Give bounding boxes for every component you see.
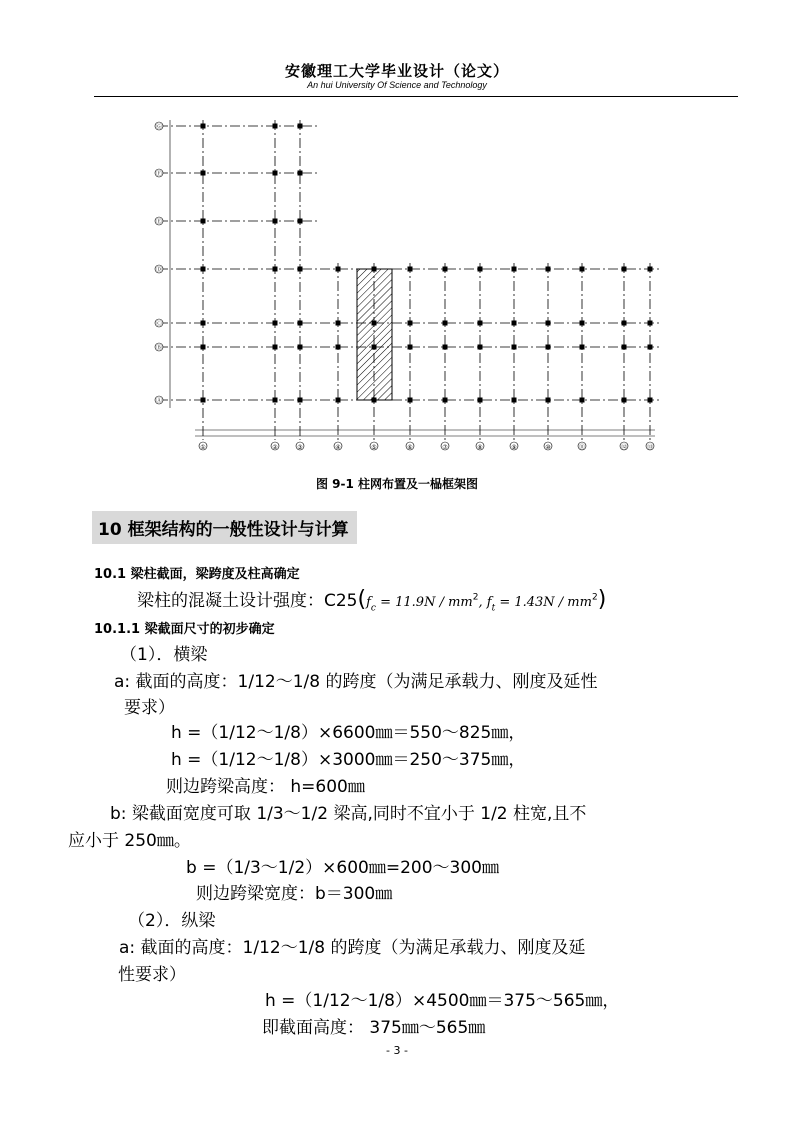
axis-label-x: ⑨ — [511, 444, 517, 451]
columns — [201, 124, 653, 403]
header-title: 安徽理工大学毕业设计（论文） — [284, 62, 509, 80]
column — [273, 345, 278, 350]
column — [546, 321, 551, 326]
fc-sub: c — [370, 603, 376, 614]
column — [273, 267, 278, 272]
column — [372, 345, 377, 350]
column — [622, 267, 627, 272]
column — [201, 171, 206, 176]
column — [512, 267, 517, 272]
column — [372, 321, 377, 326]
column — [580, 321, 585, 326]
column — [273, 398, 278, 403]
page-number: - 3 - — [386, 1044, 408, 1057]
column — [298, 219, 303, 224]
column — [478, 321, 483, 326]
highlighted-frame-hatch — [357, 269, 392, 400]
column — [622, 321, 627, 326]
column — [298, 345, 303, 350]
text-line: b: 梁截面宽度可取 1/3～1/2 梁高,同时不宜小于 1/2 柱宽,且不 — [110, 804, 587, 824]
column — [408, 398, 413, 403]
axis-label-x: ⑩ — [545, 444, 551, 451]
column — [648, 345, 653, 350]
axis-label-x: ⑪ — [578, 444, 586, 451]
column — [298, 398, 303, 403]
column — [648, 267, 653, 272]
axis-label-y: Ⓔ — [155, 218, 163, 226]
header-rule — [94, 96, 738, 97]
column — [298, 267, 303, 272]
column — [580, 345, 585, 350]
axis-label-x: ⑥ — [407, 444, 413, 451]
concrete-strength-line: 梁柱的混凝土设计强度：$C25(f_c = 11.9N / mm^2$, $f_t = 1.43N / mm^2$) — [137, 587, 607, 614]
column — [443, 267, 448, 272]
column — [512, 345, 517, 350]
ft-symbol: f — [486, 595, 492, 610]
column — [546, 345, 551, 350]
text-line: 应小于 250㎜。 — [68, 831, 191, 851]
text-line: 则边跨梁宽度：b＝300㎜ — [196, 884, 393, 904]
axis-label-y: Ⓖ — [155, 123, 163, 131]
text-line: h =（1/12～1/8）×3000㎜＝250～375㎜， — [171, 750, 526, 770]
column — [336, 398, 341, 403]
column — [273, 219, 278, 224]
axis-label-x: ⑦ — [442, 444, 448, 451]
text-line: 即截面高度： 375㎜～565㎜ — [262, 1018, 486, 1038]
axis-label-x: ② — [272, 444, 278, 451]
column — [478, 398, 483, 403]
axis-label-x: ⑫ — [620, 444, 628, 451]
text-line: 性要求） — [118, 965, 186, 985]
column — [512, 321, 517, 326]
column — [298, 124, 303, 129]
column — [336, 345, 341, 350]
column — [478, 267, 483, 272]
subsection-10-1: 10.1 梁柱截面，梁跨度及柱高确定 — [94, 567, 300, 582]
axis-label-x: ③ — [297, 444, 303, 451]
column — [443, 398, 448, 403]
column — [648, 321, 653, 326]
column — [298, 171, 303, 176]
column — [546, 267, 551, 272]
column — [372, 267, 377, 272]
column — [201, 321, 206, 326]
column — [336, 267, 341, 272]
text-line: h =（1/12～1/8）×4500㎜＝375～565㎜， — [265, 991, 620, 1011]
section-title: 10 框架结构的一般性设计与计算 — [92, 511, 357, 544]
concrete-prefix: 梁柱的混凝土设计强度：C25 — [137, 591, 358, 611]
column — [201, 267, 206, 272]
axis-label-y: Ⓓ — [155, 266, 163, 274]
column-grid-plan — [150, 118, 670, 458]
column — [298, 321, 303, 326]
column — [622, 345, 627, 350]
text-line: b =（1/3～1/2）×600㎜=200～300㎜ — [186, 858, 499, 878]
column — [580, 398, 585, 403]
axis-label-y: Ⓒ — [155, 320, 163, 328]
axis-label-x: ① — [200, 444, 206, 451]
column — [408, 321, 413, 326]
column — [273, 321, 278, 326]
axis-label-x: ⑧ — [477, 444, 483, 451]
figure-caption: 图 9-1 柱网布置及一榀框架图 — [315, 477, 479, 491]
column — [273, 171, 278, 176]
column — [622, 398, 627, 403]
axis-label-x: ⑬ — [646, 444, 654, 451]
column — [443, 321, 448, 326]
subsection-10-1-1: 10.1.1 梁截面尺寸的初步确定 — [94, 622, 275, 637]
axis-label-x: ⑤ — [371, 444, 377, 451]
column — [201, 124, 206, 129]
fc-value: = 11.9N / mm — [375, 595, 473, 610]
column — [478, 345, 483, 350]
column — [546, 398, 551, 403]
column — [273, 124, 278, 129]
axis-label-x: ④ — [335, 444, 341, 451]
text-line: a: 截面的高度：1/12～1/8 的跨度（为满足承载力、刚度及延 — [119, 938, 586, 958]
column — [201, 345, 206, 350]
ft-sub: t — [491, 603, 496, 614]
text-line: （2）．纵梁 — [128, 911, 216, 931]
axis-label-y: Ⓑ — [155, 344, 163, 352]
column — [372, 398, 377, 403]
text-line: 则边跨梁高度： h=600㎜ — [166, 777, 365, 797]
axis-labels — [155, 122, 654, 451]
text-line: a: 截面的高度：1/12～1/8 的跨度（为满足承载力、刚度及延性 — [114, 672, 598, 692]
column — [580, 267, 585, 272]
column — [336, 321, 341, 326]
column — [201, 219, 206, 224]
text-line: 要求） — [124, 698, 175, 718]
fc-symbol: f — [366, 595, 371, 610]
grid-lines — [155, 120, 662, 440]
column — [648, 398, 653, 403]
column — [443, 345, 448, 350]
text-line: h =（1/12～1/8）×6600㎜＝550～825㎜， — [171, 723, 526, 743]
axis-label-y: Ⓕ — [155, 170, 163, 178]
column — [201, 398, 206, 403]
text-line: （1）．横梁 — [120, 645, 208, 665]
axis-label-y: Ⓐ — [155, 397, 163, 405]
header-subtitle: An hui University Of Science and Technology — [307, 80, 487, 90]
ft-value: = 1.43N / mm — [495, 595, 592, 610]
column — [408, 345, 413, 350]
column — [512, 398, 517, 403]
column — [408, 267, 413, 272]
